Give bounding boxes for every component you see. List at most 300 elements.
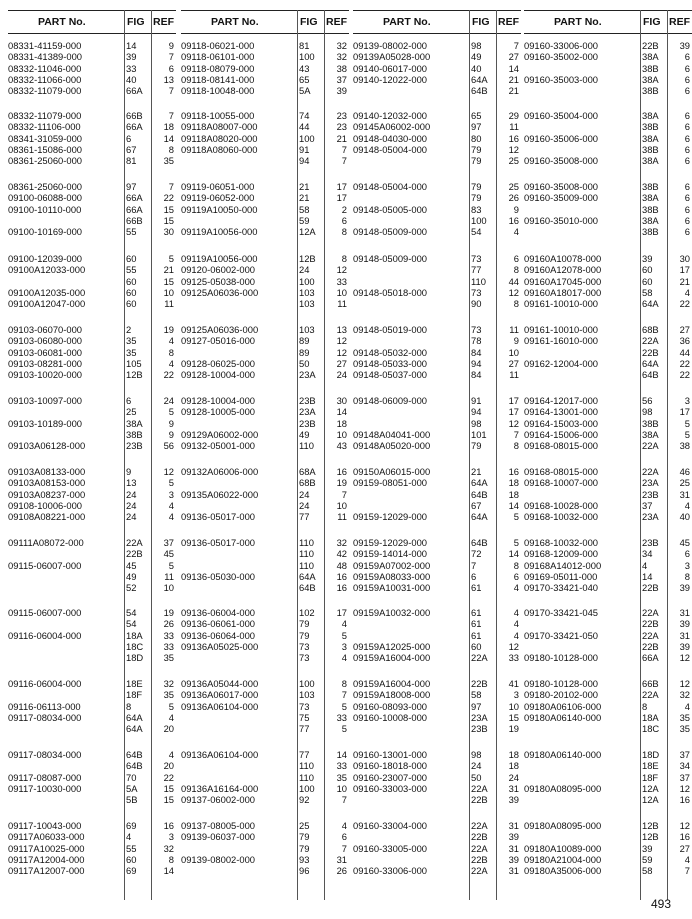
fig-number: 18D [126,652,144,664]
fig-number: 64A [642,298,659,310]
fig-number: 79 [471,192,482,204]
part-number: 09161-16010-000 [524,335,599,347]
part-number: 09119-06052-000 [181,192,255,204]
ref-number: 24 [336,369,347,381]
fig-number: 102 [299,607,315,618]
part-number: 09160-08093-000 [353,700,428,712]
part-number: 09162-12004-000 [524,357,599,369]
ref-number: 12 [508,640,519,652]
fig-number: 67 [126,143,137,155]
ref-number: 9 [168,417,174,429]
part-number: 09117A12007-000 [8,865,85,877]
part-number: 09159-14014-000 [353,548,428,560]
ref-number: 33 [336,275,347,287]
part-number: 09180A06140-000 [524,749,602,760]
ref-number: 14 [163,865,174,877]
ref-number: 9 [513,203,519,215]
header-ref: REF [669,16,690,28]
part-number: 09119-06051-000 [181,181,255,192]
fig-number: 38A [642,214,659,226]
part-number: 09116-06113-000 [8,700,81,712]
ref-number: 3 [168,488,174,500]
ref-number: 4 [168,511,174,523]
part-number: 08341-31059-000 [8,132,83,144]
part-number: 09127-05016-000 [181,335,256,347]
ref-number: 25 [508,155,519,167]
fig-number: 23B [126,440,143,452]
ref-number: 39 [508,853,519,865]
part-number: 08361-15086-000 [8,143,83,155]
ref-number: 2 [341,203,347,215]
part-number: 09170-33421-040 [524,582,599,594]
fig-number: 103 [299,298,315,310]
part-number: 08332-11046-000 [8,62,82,74]
ref-number: 26 [508,192,519,204]
fig-number: 45 [126,559,137,571]
ref-number: 32 [163,678,174,689]
fig-number: 64A [471,73,488,85]
fig-number: 24 [126,499,137,511]
ref-number: 15 [163,782,174,794]
fig-number: 64B [126,749,143,760]
part-number: 09136A05025-000 [181,640,259,652]
ref-number: 10 [163,582,174,594]
ref-number: 17 [679,406,690,418]
part-number: 09140-06017-000 [353,62,428,74]
ref-number: 19 [508,723,519,735]
fig-number: 110 [299,440,314,452]
ref-number: 26 [336,865,347,877]
fig-number: 79 [299,831,310,843]
ref-number: 38 [336,62,347,74]
ref-number: 36 [679,335,690,347]
header-ref: REF [153,16,174,28]
ref-number: 23 [336,110,347,121]
ref-number: 10 [508,700,519,712]
part-number: 09128-10004-000 [181,395,256,406]
part-number: 09160-18018-000 [353,760,428,772]
part-number: 09164-15006-000 [524,428,599,440]
fig-number: 80 [471,132,482,144]
ref-number: 4 [513,607,519,618]
ref-number: 7 [684,865,690,877]
fig-number: 44 [299,121,310,133]
ref-number: 17 [508,406,519,418]
part-number: 09108-10006-000 [8,499,83,511]
fig-number: 18C [126,640,144,652]
part-number: 09125A06036-000 [181,324,259,335]
ref-number: 26 [163,618,174,630]
fig-number: 60 [126,298,137,310]
fig-number: 68B [642,324,659,335]
fig-number: 22A [126,537,143,548]
fig-number: 72 [471,548,482,560]
fig-number: 58 [471,689,482,701]
header-ref: REF [326,16,347,28]
ref-number: 10 [336,782,347,794]
ref-number: 9 [168,40,174,51]
fig-number: 77 [471,264,482,276]
fig-number: 60 [126,275,137,287]
fig-number: 65 [471,110,482,121]
ref-number: 7 [513,428,519,440]
fig-number: 98 [642,406,653,418]
fig-number: 92 [299,794,310,806]
fig-number: 8 [642,700,648,712]
fig-number: 100 [299,678,315,689]
fig-number: 24 [126,488,137,500]
ref-number: 15 [163,275,174,287]
fig-number: 84 [471,369,482,381]
part-number: 09125-05038-000 [181,275,256,287]
fig-number: 39 [126,51,137,63]
fig-number: 25 [299,820,310,831]
part-number: 09111A08072-000 [8,537,84,548]
part-number: 09148-05009-000 [353,226,428,238]
ref-number: 6 [684,214,690,226]
ref-number: 19 [336,477,347,489]
part-number: 09148A04041-000 [353,428,431,440]
header-ref: REF [498,16,519,28]
fig-number: 79 [471,181,482,192]
part-number: 09117A10025-000 [8,842,85,854]
fig-number: 55 [126,264,137,276]
fig-number: 22B [471,831,488,843]
ref-number: 3 [684,559,690,571]
part-number: 09119A10050-000 [181,203,258,215]
ref-number: 44 [508,275,519,287]
ref-number: 14 [163,132,174,144]
ref-number: 6 [341,214,347,226]
part-number: 09180A35006-000 [524,865,602,877]
ref-number: 4 [513,226,519,238]
fig-number: 110 [299,559,314,571]
part-number: 09103-10020-000 [8,369,83,381]
ref-number: 4 [168,357,174,369]
fig-number: 64A [299,570,316,582]
fig-number: 38B [642,121,659,133]
fig-number: 24 [471,760,482,772]
ref-number: 21 [679,275,690,287]
part-number: 08332-11106-000 [8,121,81,133]
fig-number: 81 [299,40,310,51]
fig-number: 60 [642,275,653,287]
ref-number: 35 [163,155,174,167]
ref-number: 35 [336,771,347,783]
part-number: 09168-12009-000 [524,548,599,560]
ref-number: 17 [679,264,690,276]
part-number: 09148-05009-000 [353,253,428,264]
fig-number: 14 [642,570,653,582]
ref-number: 35 [163,689,174,701]
fig-number: 64B [471,85,488,97]
ref-number: 5 [168,559,174,571]
ref-number: 10 [336,428,347,440]
part-number: 09136-06004-000 [181,607,256,618]
part-number: 09118-10055-000 [181,110,255,121]
fig-number: 110 [471,275,486,287]
part-number: 08331-41389-000 [8,51,83,63]
part-number: 09136A06017-000 [181,689,259,701]
part-number: 09100-10169-000 [8,226,83,238]
ref-number: 5 [168,477,174,489]
part-number: 08361-25060-000 [8,155,83,167]
ref-number: 14 [508,499,519,511]
ref-number: 6 [168,62,174,74]
part-number: 09159-12029-000 [353,511,428,523]
part-number: 09160-33006-000 [353,865,428,877]
fig-number: 60 [126,286,137,298]
part-number: 09118-10048-000 [181,85,255,97]
part-number: 09120-06002-000 [181,264,256,276]
fig-number: 39 [642,253,653,264]
part-number: 09164-13001-000 [524,406,599,418]
ref-number: 46 [679,466,690,477]
ref-number: 31 [508,842,519,854]
fig-number: 34 [642,548,653,560]
fig-number: 5A [126,782,138,794]
fig-number: 79 [471,155,482,167]
ref-number: 27 [336,357,347,369]
fig-number: 77 [299,511,310,523]
ref-number: 31 [679,488,690,500]
part-number: 09159A10032-000 [353,607,431,618]
fig-number: 66B [126,110,143,121]
fig-number: 79 [299,842,310,854]
fig-number: 66A [126,121,143,133]
ref-number: 8 [341,678,347,689]
part-number: 09136A05044-000 [181,678,259,689]
fig-number: 64B [126,760,143,772]
fig-number: 66A [126,85,143,97]
ref-number: 37 [679,771,690,783]
part-number: 09159A12025-000 [353,640,431,652]
fig-number: 49 [299,428,310,440]
fig-number: 69 [126,865,137,877]
fig-number: 38A [642,192,659,204]
part-number: 09136-05017-000 [181,511,256,523]
ref-number: 27 [508,357,519,369]
part-number: 09159A16004-000 [353,678,431,689]
part-number: 09148-05019-000 [353,324,428,335]
ref-number: 27 [679,324,690,335]
part-number: 09170-33421-045 [524,607,599,618]
ref-number: 7 [513,40,519,51]
ref-number: 5 [341,723,347,735]
fig-number: 6 [126,132,132,144]
ref-number: 11 [509,324,519,335]
fig-number: 66A [126,192,143,204]
ref-number: 12 [508,143,519,155]
fig-number: 24 [299,499,310,511]
fig-number: 93 [299,853,310,865]
fig-number: 64B [471,488,488,500]
ref-number: 11 [337,298,347,310]
ref-number: 16 [163,820,174,831]
part-number: 09164-12017-000 [524,395,599,406]
ref-number: 8 [341,253,347,264]
fig-number: 38B [642,181,659,192]
ref-number: 13 [336,324,347,335]
part-number: 09180A21004-000 [524,853,602,865]
fig-number: 18D [642,749,660,760]
fig-number: 77 [299,723,310,735]
fig-number: 38B [126,428,143,440]
ref-number: 3 [341,640,347,652]
ref-number: 6 [684,203,690,215]
part-number: 08361-25060-000 [8,181,83,192]
header-fig: FIG [127,16,145,28]
fig-number: 18E [126,678,143,689]
fig-number: 110 [299,537,314,548]
ref-number: 16 [336,466,347,477]
part-number: 09100-12039-000 [8,253,83,264]
ref-number: 39 [679,640,690,652]
ref-number: 8 [513,559,519,571]
ref-number: 8 [341,226,347,238]
ref-number: 4 [513,582,519,594]
fig-number: 100 [299,51,315,63]
fig-number: 22B [642,346,659,358]
ref-number: 17 [508,395,519,406]
ref-number: 6 [684,85,690,97]
ref-number: 32 [679,689,690,701]
ref-number: 6 [684,226,690,238]
ref-number: 7 [341,794,347,806]
fig-number: 38A [126,417,143,429]
ref-number: 33 [508,652,519,664]
part-number: 09116-06004-000 [8,678,82,689]
ref-number: 12 [679,782,690,794]
fig-number: 12A [642,794,659,806]
ref-number: 4 [168,749,174,760]
ref-number: 5 [684,428,690,440]
ref-number: 20 [163,723,174,735]
part-number: 09103-06070-000 [8,324,83,335]
fig-number: 4 [126,831,132,843]
ref-number: 15 [508,711,519,723]
ref-number: 12 [679,678,690,689]
fig-number: 18C [642,723,660,735]
fig-number: 67 [471,499,482,511]
part-number: 09115-06007-000 [8,559,82,571]
ref-number: 17 [336,192,347,204]
part-number: 09125A06036-000 [181,286,259,298]
fig-number: 66A [126,203,143,215]
ref-number: 7 [168,51,174,63]
ref-number: 3 [513,689,519,701]
part-number: 09103-10189-000 [8,417,83,429]
ref-number: 6 [684,192,690,204]
ref-number: 7 [341,143,347,155]
fig-number: 12B [126,369,143,381]
fig-number: 22B [642,618,659,630]
part-number: 09118-08079-000 [181,62,255,74]
fig-number: 18A [642,711,659,723]
part-number: 09137-08005-000 [181,820,256,831]
part-number: 09135A06022-000 [181,488,259,500]
column-divider [124,10,125,900]
fig-number: 8 [126,700,132,712]
fig-number: 21 [471,466,482,477]
fig-number: 64A [126,723,143,735]
ref-number: 4 [168,711,174,723]
part-number: 09108A08221-000 [8,511,86,523]
ref-number: 18 [508,477,519,489]
fig-number: 52 [126,582,137,594]
header-part-no: PART No. [554,16,602,28]
part-number: 09180A08095-000 [524,782,602,794]
part-number: 09136-05030-000 [181,570,256,582]
ref-number: 24 [508,771,519,783]
part-number: 09136-06064-000 [181,629,256,641]
column-divider [469,10,470,900]
part-number: 09145A06002-000 [353,121,431,133]
part-number: 09148-06009-000 [353,395,428,406]
fig-number: 22A [471,865,488,877]
part-number: 09164-15003-000 [524,417,599,429]
part-number: 09160-33006-000 [524,40,599,51]
part-number: 09128-10005-000 [181,406,256,418]
part-number: 09139-06037-000 [181,831,256,843]
part-number: 09100-10110-000 [8,203,82,215]
fig-number: 23A [471,711,488,723]
fig-number: 22A [471,652,488,664]
part-number: 09103-08281-000 [8,357,83,369]
fig-number: 60 [126,853,137,865]
ref-number: 11 [337,511,347,523]
ref-number: 22 [679,298,690,310]
part-number: 09117-08034-000 [8,711,82,723]
fig-number: 100 [299,782,315,794]
ref-number: 21 [508,73,519,85]
fig-number: 73 [471,253,482,264]
fig-number: 6 [126,395,132,406]
page-number: 493 [650,897,671,911]
fig-number: 38B [642,85,659,97]
header-part-no: PART No. [383,16,431,28]
fig-number: 64B [471,537,488,548]
ref-number: 17 [336,607,347,618]
fig-number: 73 [471,324,482,335]
part-number: 09115-06007-000 [8,607,82,618]
fig-number: 12A [299,226,316,238]
fig-number: 61 [471,618,482,630]
fig-number: 12B [299,253,316,264]
ref-number: 35 [679,723,690,735]
part-number: 09103-06081-000 [8,346,83,358]
fig-number: 105 [126,357,142,369]
fig-number: 22A [642,335,659,347]
fig-number: 21 [299,181,310,192]
ref-number: 7 [341,155,347,167]
fig-number: 38B [642,226,659,238]
part-number: 09148-05004-000 [353,143,428,155]
fig-number: 97 [471,700,482,712]
fig-number: 98 [471,749,482,760]
ref-number: 16 [508,466,519,477]
ref-number: 41 [508,678,519,689]
part-number: 09118A08007-000 [181,121,258,133]
fig-number: 40 [471,62,482,74]
ref-number: 6 [684,51,690,63]
part-number: 09160-23007-000 [353,771,428,783]
fig-number: 73 [471,286,482,298]
fig-number: 35 [126,346,137,358]
ref-number: 16 [336,582,347,594]
part-number: 09117-10043-000 [8,820,82,831]
fig-number: 96 [299,865,310,877]
